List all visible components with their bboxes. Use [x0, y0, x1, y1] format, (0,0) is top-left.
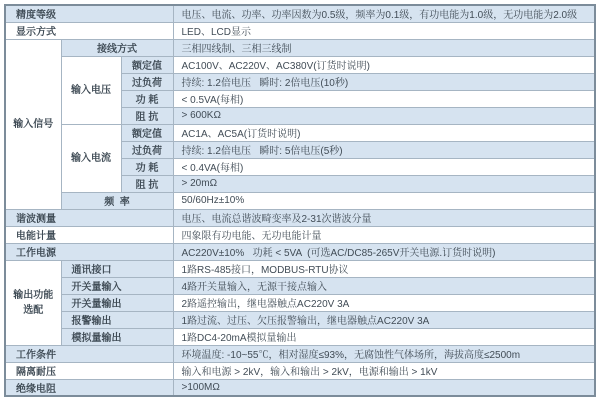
row-frequency	[5, 192, 595, 209]
row-comm	[5, 260, 595, 277]
spec-value-current-power: < 0.4VA(每相)	[173, 158, 595, 175]
row-isolation	[5, 362, 595, 379]
spec-label-power-supply: 工作电源	[5, 243, 173, 260]
spec-label-voltage-power: 功 耗	[121, 90, 173, 107]
row-wiring	[5, 39, 595, 56]
spec-value-do: 2路遥控输出，继电器触点AC220V 3A	[173, 294, 595, 311]
spec-label-display: 显示方式	[5, 22, 173, 39]
spec-label-current-rated: 额定值	[121, 124, 173, 141]
row-voltage-rated	[5, 56, 595, 73]
row-analog	[5, 328, 595, 345]
spec-value-alarm: 1路过流、过压、欠压报警输出，继电器触点AC220V 3A	[173, 311, 595, 328]
spec-value-wiring: 三相四线制、三相三线制	[173, 39, 595, 56]
spec-label-di: 开关量输入	[61, 277, 173, 294]
row-display	[5, 22, 595, 39]
row-power-supply	[5, 243, 595, 260]
spec-label-comm: 通讯接口	[61, 260, 173, 277]
spec-value-insulation: >100MΩ	[173, 379, 595, 396]
spec-table	[4, 4, 596, 397]
spec-label-voltage-overload: 过负荷	[121, 73, 173, 90]
spec-value-isolation: 输入和电源 > 2kV，输入和输出 > 2kV，电源和输出 > 1kV	[173, 362, 595, 379]
spec-value-frequency: 50/60Hz±10%	[173, 192, 595, 209]
group-output-options-line1: 输出功能	[13, 289, 54, 301]
spec-value-energy: 四象限有功电能、无功电能计量	[173, 226, 595, 243]
spec-value-voltage-impedance: > 600KΩ	[173, 107, 595, 124]
spec-label-harmonics: 谐波测量	[5, 209, 173, 226]
spec-value-voltage-rated: AC100V、AC220V、AC380V(订货时说明)	[173, 56, 595, 73]
spec-label-analog: 模拟量输出	[61, 328, 173, 345]
spec-value-harmonics: 电压、电流总谐波畸变率及2-31次谐波分量	[173, 209, 595, 226]
spec-label-alarm: 报警输出	[61, 311, 173, 328]
spec-label-isolation: 隔离耐压	[5, 362, 173, 379]
spec-value-current-rated: AC1A、AC5A(订货时说明)	[173, 124, 595, 141]
spec-label-current-impedance: 阻 抗	[121, 175, 173, 192]
spec-label-energy: 电能计量	[5, 226, 173, 243]
spec-label-voltage-rated: 额定值	[121, 56, 173, 73]
row-alarm	[5, 311, 595, 328]
row-do	[5, 294, 595, 311]
spec-value-accuracy: 电压、电流、功率、功率因数为0.5级，频率为0.1级，有功电能为1.0级，无功电能为2.0级	[173, 5, 595, 22]
spec-label-voltage-impedance: 阻 抗	[121, 107, 173, 124]
spec-label-frequency: 频 率	[61, 192, 173, 209]
row-accuracy	[5, 5, 595, 22]
group-input-current: 输入电流	[61, 124, 121, 192]
row-harmonics	[5, 209, 595, 226]
spec-label-current-overload: 过负荷	[121, 141, 173, 158]
row-current-rated	[5, 124, 595, 141]
spec-value-analog: 1路DC4-20mA模拟量输出	[173, 328, 595, 345]
group-output-options-line2: 选配	[23, 304, 44, 316]
spec-value-current-overload: 持续: 1.2倍电压 瞬时: 5倍电压(5秒)	[173, 141, 595, 158]
spec-label-wiring: 接线方式	[61, 39, 173, 56]
row-conditions	[5, 345, 595, 362]
spec-label-accuracy: 精度等级	[5, 5, 173, 22]
spec-value-conditions: 环境温度: -10~55℃，相对湿度≤93%，无腐蚀性气体场所，海拔高度≤2500m	[173, 345, 595, 362]
spec-value-di: 4路开关量输入，无源干接点输入	[173, 277, 595, 294]
spec-value-comm: 1路RS-485接口，MODBUS-RTU协议	[173, 260, 595, 277]
row-di	[5, 277, 595, 294]
spec-value-voltage-power: < 0.5VA(每相)	[173, 90, 595, 107]
row-insulation	[5, 379, 595, 396]
group-input-signal: 输入信号	[5, 39, 61, 209]
row-energy	[5, 226, 595, 243]
spec-value-current-impedance: > 20mΩ	[173, 175, 595, 192]
spec-label-insulation: 绝缘电阻	[5, 379, 173, 396]
group-output-options	[5, 260, 61, 345]
group-input-voltage: 输入电压	[61, 56, 121, 124]
spec-label-conditions: 工作条件	[5, 345, 173, 362]
spec-value-display: LED、LCD显示	[173, 22, 595, 39]
spec-label-do: 开关量输出	[61, 294, 173, 311]
spec-value-voltage-overload: 持续: 1.2倍电压 瞬时: 2倍电压(10秒)	[173, 73, 595, 90]
spec-label-current-power: 功 耗	[121, 158, 173, 175]
spec-value-power-supply: AC220V±10% 功耗 < 5VA (可选AC/DC85-265V开关电源.订货时说明)	[173, 243, 595, 260]
